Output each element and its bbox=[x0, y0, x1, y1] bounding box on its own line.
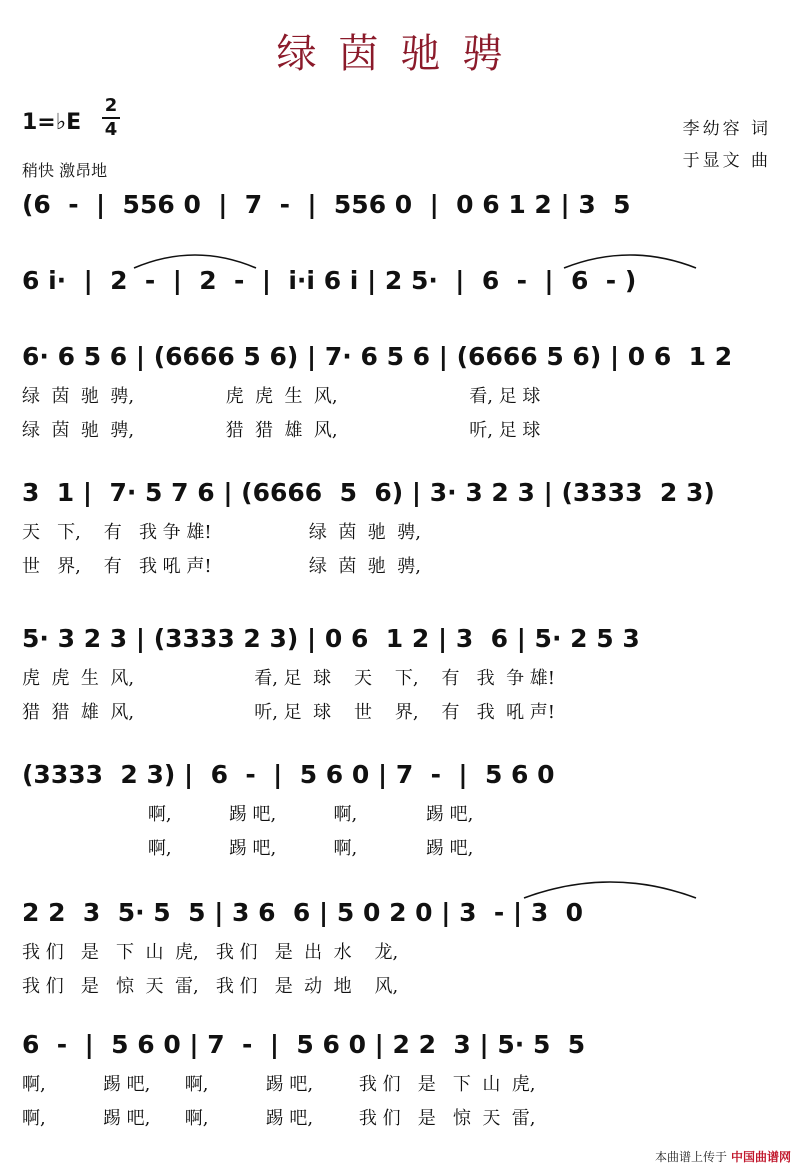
lyrics-verse-2: 我 们 是 惊 天 雷, 我 们 是 动 地 风, bbox=[22, 976, 399, 997]
lyrics-verse-1: 绿 茵 驰 骋, 虎 虎 生 风, 看, 足 球 bbox=[22, 386, 541, 407]
notation-line: 6 i· | 2 - | 2 - | i·i 6 i | 2 5· | 6 - | 6 - ) bbox=[22, 266, 637, 295]
tempo-marking: 稍快 激昂地 bbox=[22, 161, 108, 180]
notation-line: 5· 3 2 3 | (3333 2 3) | 0 6 1 2 | 3 6 | 5· 2 5 3 bbox=[22, 624, 640, 653]
notation-line: 6· 6 5 6 | (6666 5 6) | 7· 6 5 6 | (6666 5 6) | 0 6 1 2 bbox=[22, 342, 733, 371]
notation-line: 3 1 | 7· 5 7 6 | (6666 5 6) | 3· 3 2 3 | (3333 2 3) bbox=[22, 478, 715, 507]
upload-credit-text: 本曲谱上传于 bbox=[654, 1150, 727, 1164]
notation-line: (6 - | 556 0 | 7 - | 556 0 | 0 6 1 2 | 3 5 bbox=[22, 190, 631, 219]
time-signature bbox=[102, 96, 120, 140]
time-signature-bottom: 4 bbox=[104, 119, 118, 140]
lyrics-verse-2: 世 界, 有 我 吼 声! 绿 茵 驰 骋, bbox=[22, 556, 421, 577]
composer-credit: 于显文 曲 bbox=[682, 151, 771, 171]
site-brand[interactable]: 中国曲谱网 bbox=[730, 1150, 791, 1164]
key-signature: 1=♭E bbox=[22, 110, 82, 135]
lyrics-verse-1: 虎 虎 生 风, 看, 足 球 天 下, 有 我 争 雄! bbox=[22, 668, 556, 689]
lyrics-verse-2: 啊, 踢 吧, 啊, 踢 吧, bbox=[22, 838, 474, 859]
lyrics-verse-2: 绿 茵 驰 骋, 猎 猎 雄 风, 听, 足 球 bbox=[22, 420, 541, 441]
notation-line: 6 - | 5 6 0 | 7 - | 5 6 0 | 2 2 3 | 5· 5 5 bbox=[22, 1030, 586, 1059]
lyrics-verse-2: 啊, 踢 吧, 啊, 踢 吧, 我 们 是 惊 天 雷, bbox=[22, 1108, 536, 1129]
song-title: 绿茵驰骋 bbox=[276, 31, 525, 77]
notation-line: (3333 2 3) | 6 - | 5 6 0 | 7 - | 5 6 0 bbox=[22, 760, 555, 789]
lyrics-verse-2: 猎 猎 雄 风, 听, 足 球 世 界, 有 我 吼 声! bbox=[22, 702, 556, 723]
lyrics-verse-1: 啊, 踢 吧, 啊, 踢 吧, 我 们 是 下 山 虎, bbox=[22, 1074, 536, 1095]
lyrics-verse-1: 天 下, 有 我 争 雄! 绿 茵 驰 骋, bbox=[22, 522, 421, 543]
lyricist-credit: 李幼容 词 bbox=[682, 119, 771, 139]
lyrics-verse-1: 啊, 踢 吧, 啊, 踢 吧, bbox=[22, 804, 474, 825]
lyrics-verse-1: 我 们 是 下 山 虎, 我 们 是 出 水 龙, bbox=[22, 942, 399, 963]
upload-credit bbox=[655, 1148, 791, 1165]
notation-line: 2 2 3 5· 5 5 | 3 6 6 | 5 0 2 0 | 3 - | 3 0 bbox=[22, 898, 584, 927]
time-signature-top: 2 bbox=[104, 95, 118, 116]
